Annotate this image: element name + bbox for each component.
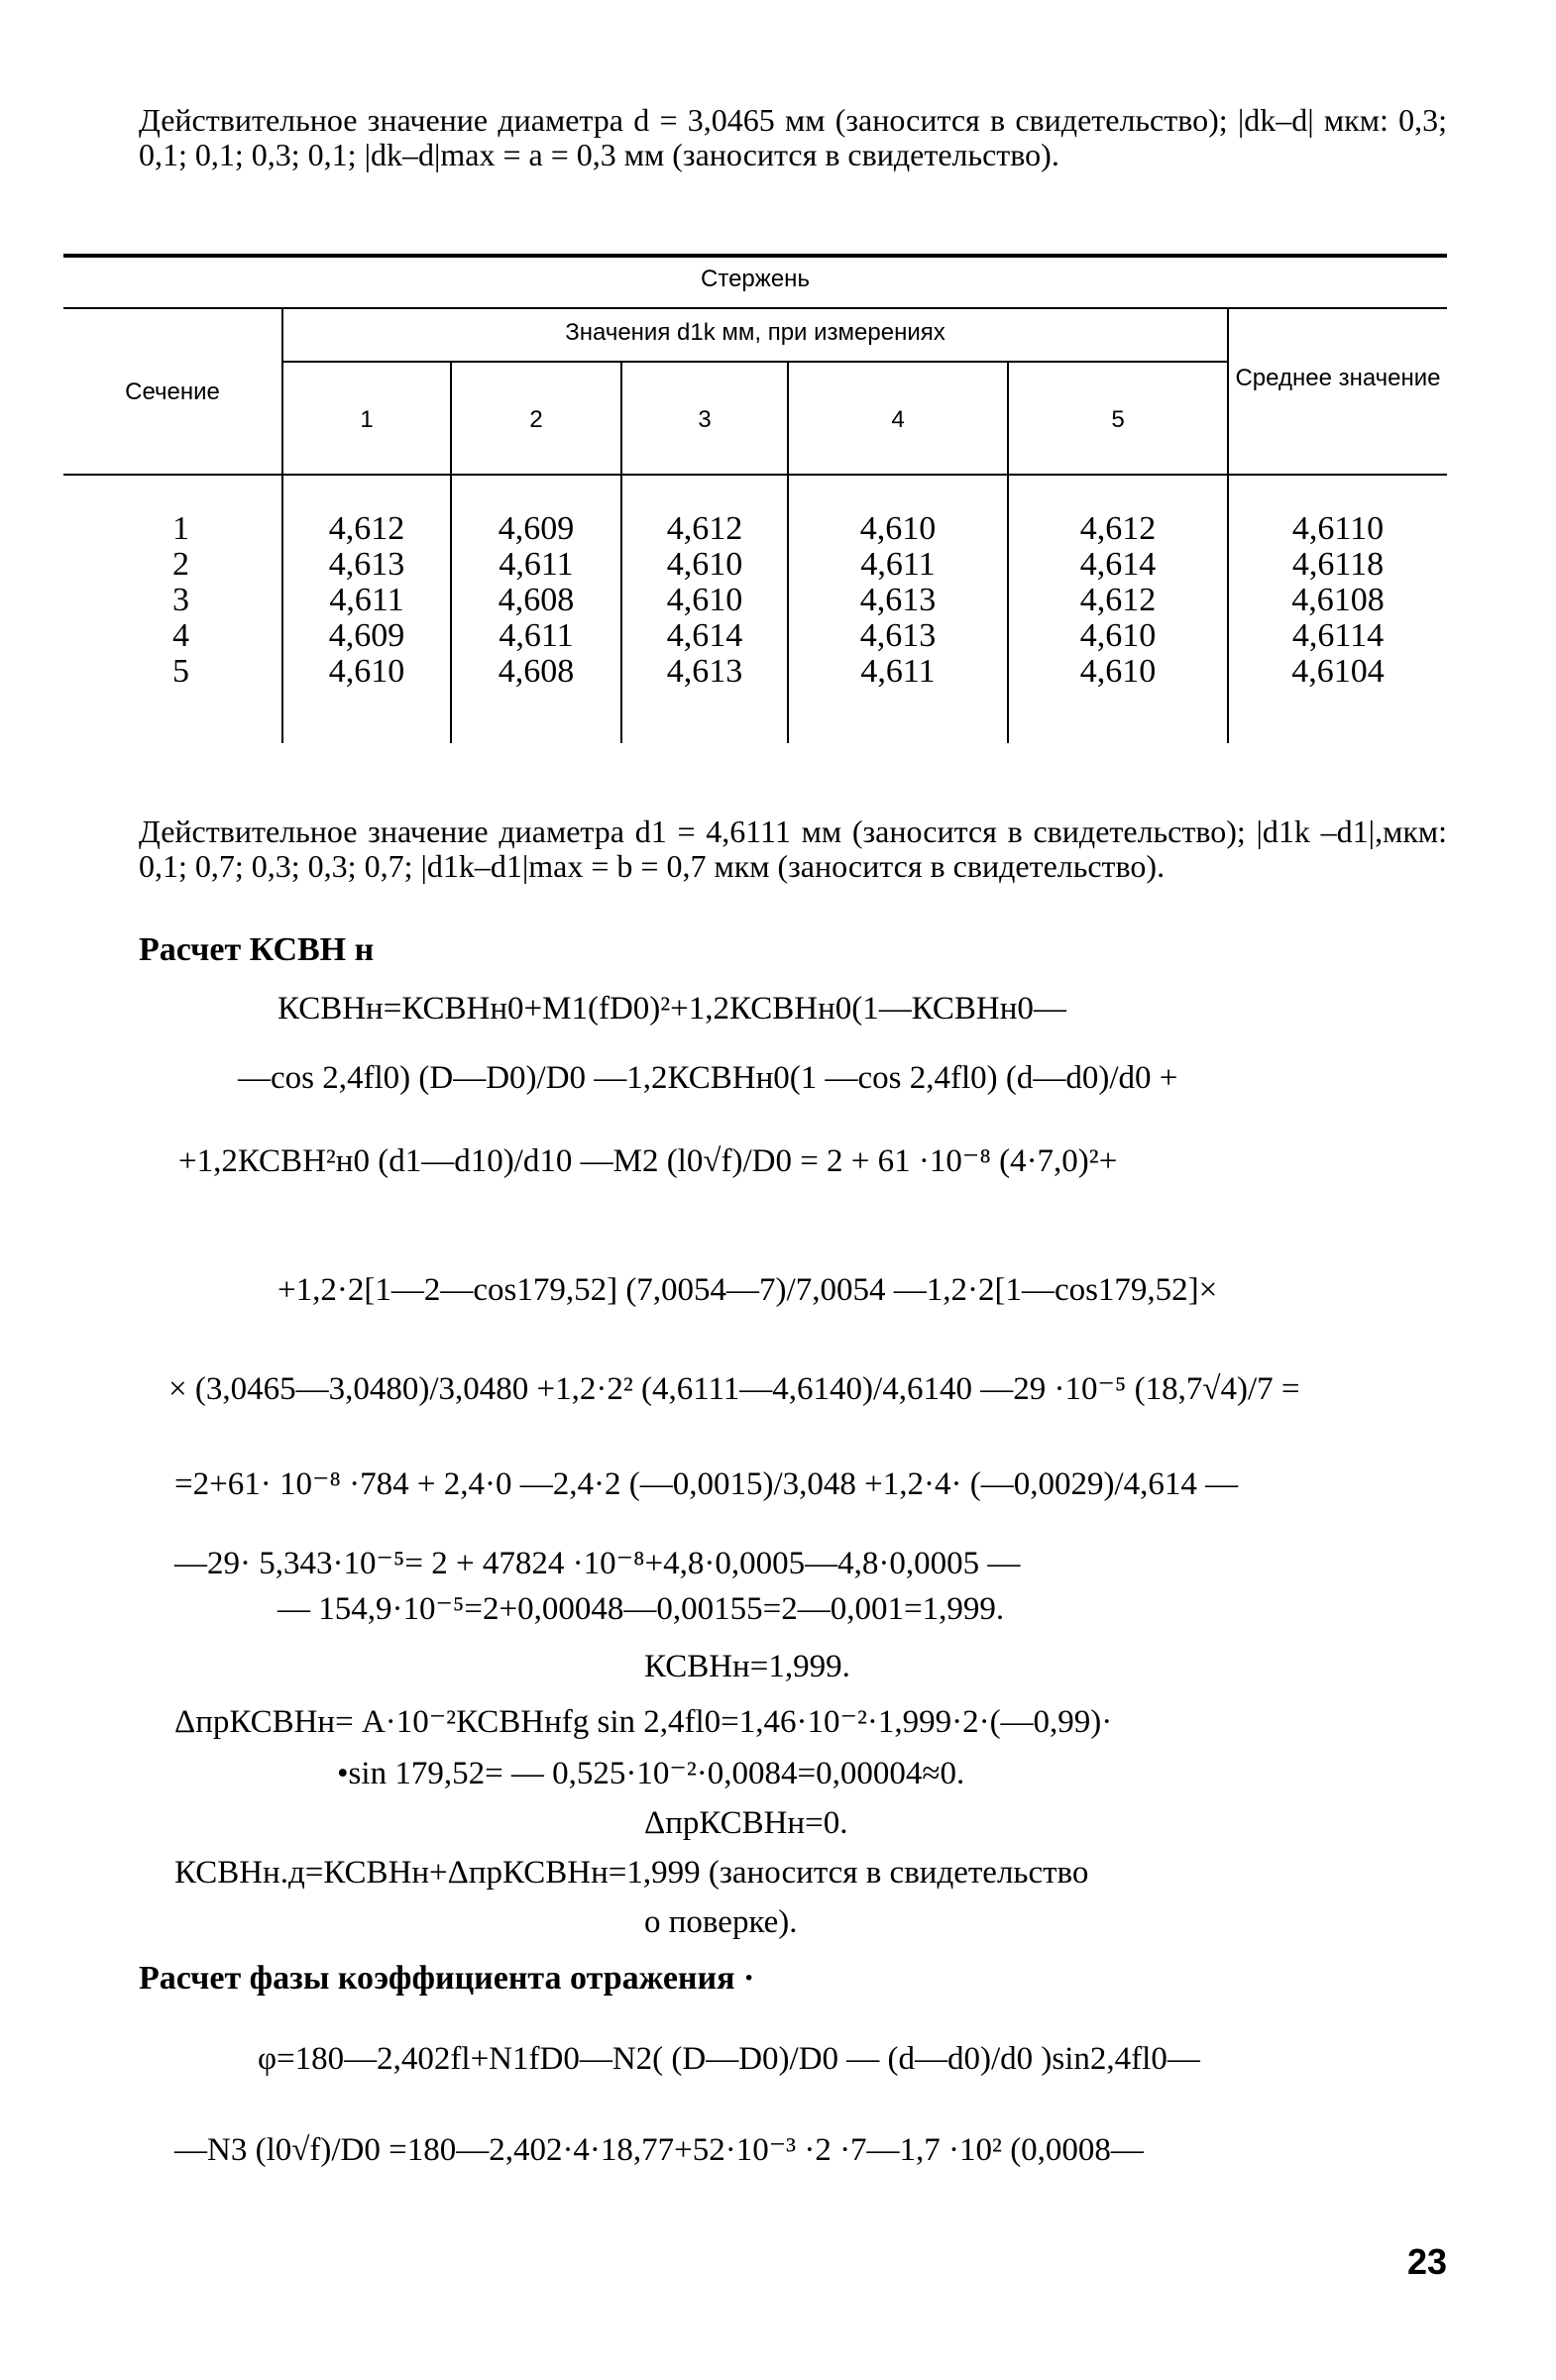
table-cell: 4,610 — [666, 546, 743, 583]
table-group-header: Стержень — [701, 266, 810, 292]
table-cell: 4,6110 — [1291, 510, 1385, 547]
table-cell: 4,613 — [859, 582, 937, 618]
formula-line: КСВНн=КСВНн0+M1(fD0)²+1,2КСВНн0(1—КСВНн0— — [278, 991, 1066, 1027]
formula-line: •sin 179,52= — 0,525·10⁻²·0,0084=0,00004≈0. — [337, 1756, 965, 1791]
table-mean-column — [1229, 511, 1447, 690]
table-cell: 4,610 — [328, 653, 405, 690]
table-data-column — [283, 511, 450, 690]
table-rule — [63, 474, 1447, 476]
table-data-column — [789, 511, 1007, 690]
table-cell: 4 — [172, 617, 189, 654]
table-cell: 4,610 — [666, 582, 743, 618]
table-cell: 1 — [172, 510, 189, 547]
table-cell: 4,6108 — [1291, 582, 1385, 618]
table-section-column — [63, 511, 301, 690]
table-top-rule — [63, 254, 1447, 258]
page-number: 23 — [1406, 2241, 1447, 2282]
table-cell: 4,611 — [860, 546, 936, 583]
table-cell: 3 — [172, 582, 189, 618]
formula-line: — 154,9·10⁻⁵=2+0,00048—0,00155=2—0,001=1,999. — [278, 1591, 1005, 1627]
table-cell: 4,609 — [498, 510, 575, 547]
table-cell: 4,613 — [328, 546, 405, 583]
table-cell: 2 — [172, 546, 189, 583]
table-cell: 4,612 — [328, 510, 405, 547]
formula-line: =2+61· 10⁻⁸ ·784 + 2,4·0 —2,4·2 (—0,0015)/3,048 +1,2·4· (—0,0029)/4,614 — — [174, 1466, 1239, 1502]
table-measure-header: Значения d1k мм, при измерениях — [565, 319, 945, 346]
formula-line: +1,2·2[1—2—cos179,52] (7,0054—7)/7,0054 —1,2·2[1—cos179,52]× — [278, 1272, 1218, 1308]
table-cell: 4,614 — [1079, 546, 1157, 583]
table-rule — [63, 307, 1447, 309]
table-cell: 4,6114 — [1291, 617, 1385, 654]
heading-ksvn: Расчет КСВН н — [139, 931, 375, 968]
formula-line: ΔпрКСВНн= A·10⁻²КСВНнfg sin 2,4fl0=1,46·10⁻²·1,999·2·(—0,99)· — [174, 1704, 1113, 1740]
table-cell: 4,609 — [328, 617, 405, 654]
paragraph-diameter-d: Действительное значение диаметра d = 3,0465 мм (заносится в свидетельство); |dk–d| мкм: 0,3; 0,1; 0,1; 0,3; 0,1; |dk–d|max = a = 0,3 мм (заносится в свидетельство). — [139, 102, 1447, 172]
table-section-header: Сечение — [125, 379, 220, 405]
formula-line: —N3 (l0√f)/D0 =180—2,402·4·18,77+52·10⁻³ ·2 ·7—1,7 ·10² (0,0008— — [174, 2132, 1144, 2168]
table-cell: 5 — [172, 653, 189, 690]
table-cell: 4,611 — [329, 582, 404, 618]
table-col-header: 4 — [891, 406, 905, 433]
table-cell: 4,611 — [499, 546, 574, 583]
table-data-column — [1009, 511, 1227, 690]
table-cell: 4,611 — [499, 617, 574, 654]
table-cell: 4,608 — [498, 653, 575, 690]
table-cell: 4,613 — [859, 617, 937, 654]
formula-line: о поверке). — [644, 1904, 798, 1940]
table-cell: 4,613 — [666, 653, 743, 690]
table-col-header: 2 — [529, 406, 543, 433]
table-cell: 4,610 — [859, 510, 937, 547]
table-rule — [283, 361, 1227, 363]
table-cell: 4,6104 — [1291, 653, 1385, 690]
formula-line: +1,2КСВН²н0 (d1—d10)/d10 —M2 (l0√f)/D0 = 2 + 61 ·10⁻⁸ (4·7,0)²+ — [178, 1143, 1118, 1179]
formula-line: —cos 2,4fl0) (D—D0)/D0 —1,2КСВНн0(1 —cos 2,4fl0) (d—d0)/d0 + — [238, 1060, 1178, 1096]
table-cell: 4,611 — [860, 653, 936, 690]
table-cell: 4,612 — [666, 510, 743, 547]
table-col-header: 3 — [698, 406, 712, 433]
table-mean-header: Среднее значение — [1235, 365, 1441, 391]
formula-line: ΔпрКСВНн=0. — [644, 1805, 848, 1841]
table-col-header: 1 — [360, 406, 374, 433]
table-cell: 4,6118 — [1291, 546, 1385, 583]
table-cell: 4,608 — [498, 582, 575, 618]
table-data-column — [452, 511, 620, 690]
table-cell: 4,612 — [1079, 510, 1157, 547]
formula-line: φ=180—2,402fl+N1fD0—N2( (D—D0)/D0 — (d—d0)/d0 )sin2,4fl0— — [258, 2041, 1200, 2077]
table-cell: 4,610 — [1079, 653, 1157, 690]
table-col-header: 5 — [1111, 406, 1125, 433]
formula-line: КСВНн=1,999. — [644, 1649, 850, 1684]
heading-phase: Расчет фазы коэффициента отражения · — [139, 1960, 755, 1997]
table-cell: 4,614 — [666, 617, 743, 654]
table-data-column — [622, 511, 787, 690]
table-cell: 4,610 — [1079, 617, 1157, 654]
table-cell: 4,612 — [1079, 582, 1157, 618]
formula-line: КСВНн.д=КСВНн+ΔпрКСВНн=1,999 (заносится в свидетельство — [174, 1855, 1089, 1891]
formula-line: —29· 5,343·10⁻⁵= 2 + 47824 ·10⁻⁸+4,8·0,0005—4,8·0,0005 — — [174, 1546, 1021, 1581]
paragraph-diameter-d1: Действительное значение диаметра d1 = 4,6111 мм (заносится в свидетельство); |d1k –d1|,мкм: 0,1; 0,7; 0,3; 0,3; 0,7; |d1k–d1|max = b = 0,7 мкм (заносится в свидетельство). — [139, 813, 1447, 884]
formula-line: × (3,0465—3,0480)/3,0480 +1,2·2² (4,6111—4,6140)/4,6140 —29 ·10⁻⁵ (18,7√4)/7 = — [168, 1371, 1300, 1407]
